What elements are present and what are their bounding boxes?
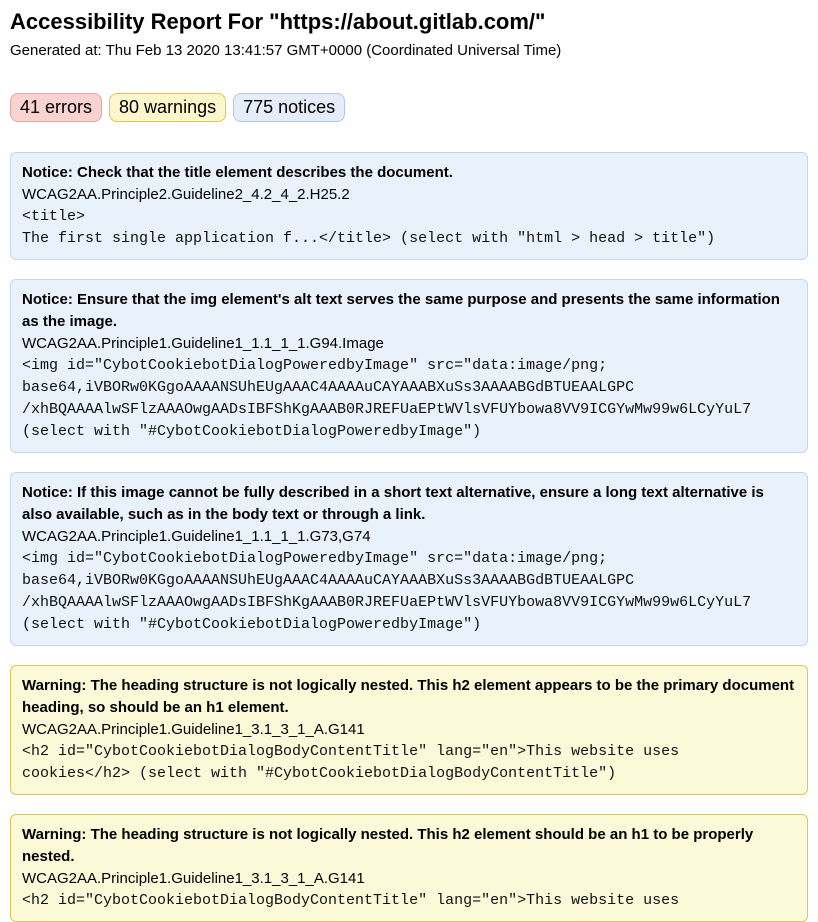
generated-at-text: Generated at: Thu Feb 13 2020 13:41:57 GMT+0000 (Coordinated Universal Time) <box>10 42 562 59</box>
result-wcag-code: WCAG2AA.Principle1.Guideline1_1.1_1_1.G73,G74 <box>22 528 371 545</box>
code-line: <title> <box>22 208 86 225</box>
report-page <box>0 8 818 922</box>
result-card-notice-long-text <box>10 472 808 646</box>
result-wcag-code: WCAG2AA.Principle1.Guideline1_3.1_3_1_A.G141 <box>22 721 365 738</box>
result-card-warning-h2-nesting <box>10 814 808 922</box>
code-line: <h2 id="CybotCookiebotDialogBodyContentTitle" lang="en">This website uses <box>22 743 680 760</box>
code-line: <h2 id="CybotCookiebotDialogBodyContentTitle" lang="en">This website uses <box>22 892 680 909</box>
warning-count-badge: 80 warnings <box>109 93 226 122</box>
result-card-notice-img-alt <box>10 279 808 453</box>
result-heading: Notice: Ensure that the img element's alt text serves the same purpose and presents the same information as the image. <box>22 291 780 330</box>
result-card-warning-h2-primary <box>10 665 808 795</box>
result-code-block <box>22 355 796 443</box>
code-line: The first single application f...</title> (select with "html > head > title") <box>22 230 716 247</box>
code-line: base64,iVBORw0KGgoAAAANSUhEUgAAAC4AAAAuCAYAAABXuSs3AAAABGdBTUEAALGPC <box>22 379 635 396</box>
code-line: /xhBQAAAAlwSFlzAAAOwgAADsIBFShKgAAAB0RJREFUaEPtWVlsVFUYbowa8VV9ICGYwMw99w6LCyYuL7 <box>22 594 752 611</box>
result-wcag-code: WCAG2AA.Principle2.Guideline2_4.2_4_2.H25.2 <box>22 186 350 203</box>
code-line: (select with "#CybotCookiebotDialogPoweredbyImage") <box>22 616 482 633</box>
code-line: <img id="CybotCookiebotDialogPoweredbyImage" src="data:image/png; <box>22 550 608 567</box>
result-heading: Warning: The heading structure is not logically nested. This h2 element should be an h1 to be properly nested. <box>22 826 754 865</box>
result-heading: Notice: If this image cannot be fully described in a short text alternative, ensure a long text alternative is also available, such as in the body text or through a link. <box>22 484 764 523</box>
notice-count-badge: 775 notices <box>233 93 345 122</box>
result-wcag-code: WCAG2AA.Principle1.Guideline1_1.1_1_1.G94.Image <box>22 335 384 352</box>
results-list <box>10 152 808 922</box>
result-heading: Notice: Check that the title element describes the document. <box>22 164 453 181</box>
result-heading: Warning: The heading structure is not logically nested. This h2 element appears to be the primary document heading, so should be an h1 element. <box>22 677 795 716</box>
error-count-badge: 41 errors <box>10 93 102 122</box>
result-wcag-code: WCAG2AA.Principle1.Guideline1_3.1_3_1_A.G141 <box>22 870 365 887</box>
result-code-block <box>22 206 796 250</box>
page-title: Accessibility Report For "https://about.gitlab.com/" <box>10 9 546 34</box>
result-card-notice-title <box>10 152 808 260</box>
code-line: cookies</h2> (select with "#CybotCookiebotDialogBodyContentTitle") <box>22 765 617 782</box>
code-line: /xhBQAAAAlwSFlzAAAOwgAADsIBFShKgAAAB0RJREFUaEPtWVlsVFUYbowa8VV9ICGYwMw99w6LCyYuL7 <box>22 401 752 418</box>
result-code-block <box>22 741 796 785</box>
code-line: <img id="CybotCookiebotDialogPoweredbyImage" src="data:image/png; <box>22 357 608 374</box>
result-code-block <box>22 890 796 912</box>
result-code-block <box>22 548 796 636</box>
counts-row <box>10 93 808 122</box>
code-line: (select with "#CybotCookiebotDialogPoweredbyImage") <box>22 423 482 440</box>
code-line: base64,iVBORw0KGgoAAAANSUhEUgAAAC4AAAAuCAYAAABXuSs3AAAABGdBTUEAALGPC <box>22 572 635 589</box>
